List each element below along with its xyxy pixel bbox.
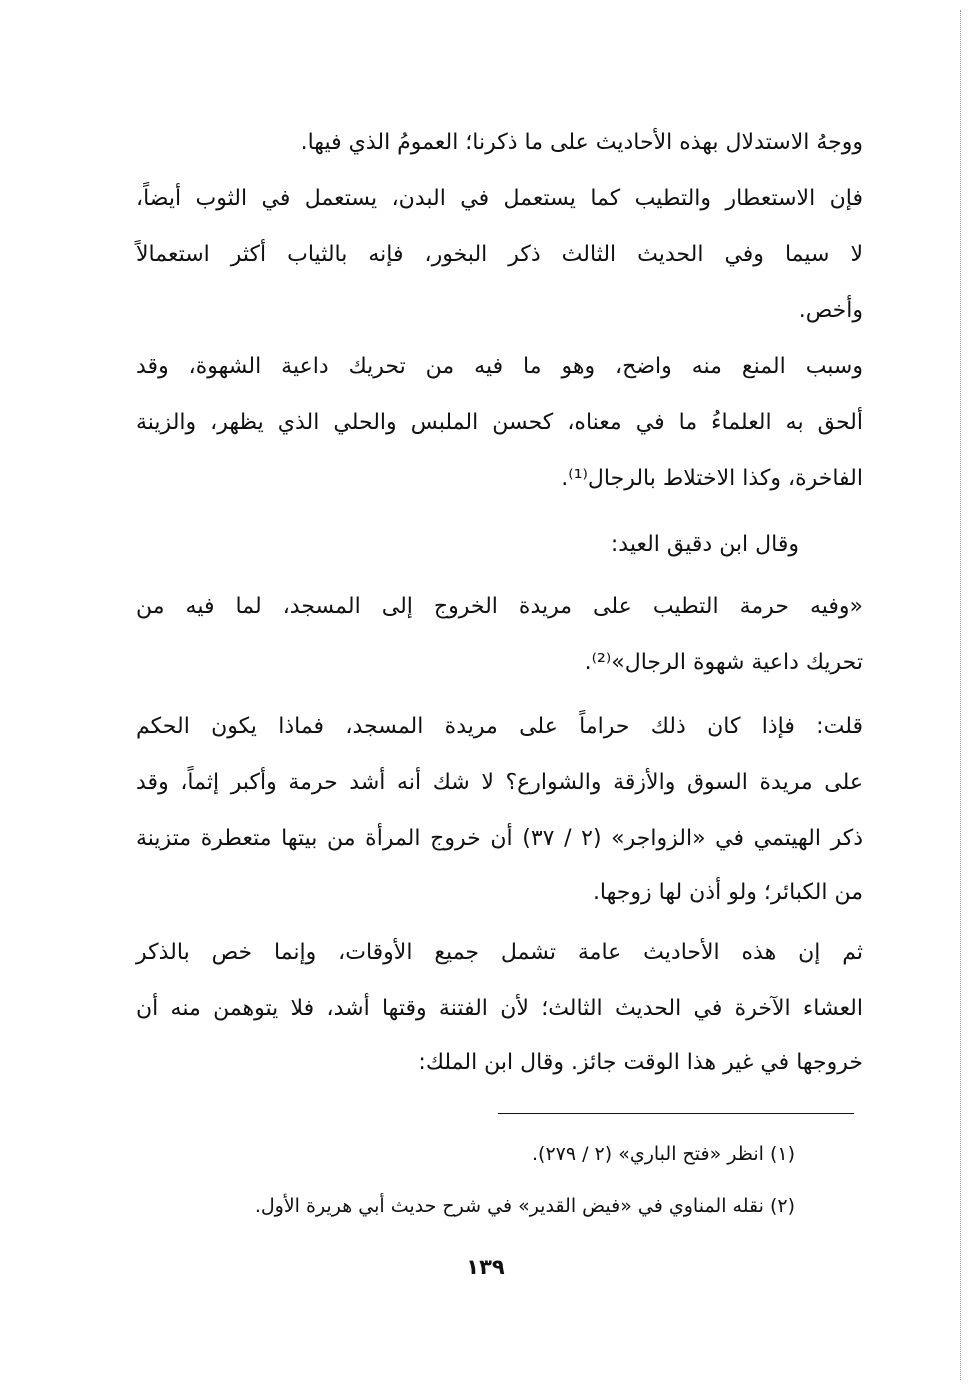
body-line: من الكبائر؛ ولو أذن لها زوجها. — [592, 880, 863, 905]
footnote: (٢) نقله المناوي في «فيض القدير» في شرح حديث أبي هريرة الأول. — [254, 1195, 795, 1217]
body-line: ألحق به العلماءُ ما في معناه، كحسن الملبس والحلي الذي يظهر، والزينة — [136, 410, 863, 435]
body-line — [136, 530, 863, 560]
scan-edge — [960, 10, 961, 1380]
body-line: لا سيما وفي الحديث الثالث ذكر البخور، فإنه بالثياب أكثر استعمالاً — [136, 242, 863, 267]
body-line: ووجهُ الاستدلال بهذه الأحاديث على ما ذكرنا؛ العمومُ الذي فيها. — [300, 130, 863, 155]
body-line: خروجها في غير هذا الوقت جائز. وقال ابن الملك: — [418, 1050, 863, 1075]
body-line: ثم إن هذه الأحاديث عامة تشمل جميع الأوقات، وإنما خص بالذكر — [136, 940, 863, 965]
body-line: وسبب المنع منه واضح، وهو ما فيه من تحريك داعية الشهوة، وقد — [136, 354, 863, 379]
body-line: فإن الاستعطار والتطيب كما يستعمل في البدن، يستعمل في الثوب أيضاً، — [136, 186, 863, 211]
body-line: قلت: فإذا كان ذلك حراماً على مريدة المسجد، فماذا يكون الحكم — [136, 714, 863, 739]
body-line-text: وقال ابن دقيق العيد: — [610, 532, 799, 557]
footnote: (١) انظر «فتح الباري» (٢ / ٢٧٩). — [531, 1143, 795, 1165]
page-number: ١٣٩ — [466, 1255, 505, 1279]
body-line: وأخص. — [798, 298, 863, 323]
body-line: الفاخرة، وكذا الاختلاط بالرجال⁽¹⁾. — [561, 466, 863, 491]
body-line: «وفيه حرمة التطيب على مريدة الخروج إلى المسجد، لما فيه من — [136, 594, 863, 619]
body-line: ذكر الهيتمي في «الزواجر» (٢ / ٣٧) أن خروج المرأة من بيتها متعطرة متزينة — [136, 826, 863, 851]
body-line: على مريدة السوق والأزقة والشوارع؟ لا شك أنه أشد حرمة وأكبر إثماً، وقد — [136, 770, 863, 795]
footnote-separator — [498, 1113, 854, 1114]
body-line: العشاء الآخرة في الحديث الثالث؛ لأن الفتنة وقتها أشد، فلا يتوهمن منه أن — [136, 996, 863, 1021]
body-line: تحريك داعية شهوة الرجال»⁽²⁾. — [584, 650, 863, 675]
